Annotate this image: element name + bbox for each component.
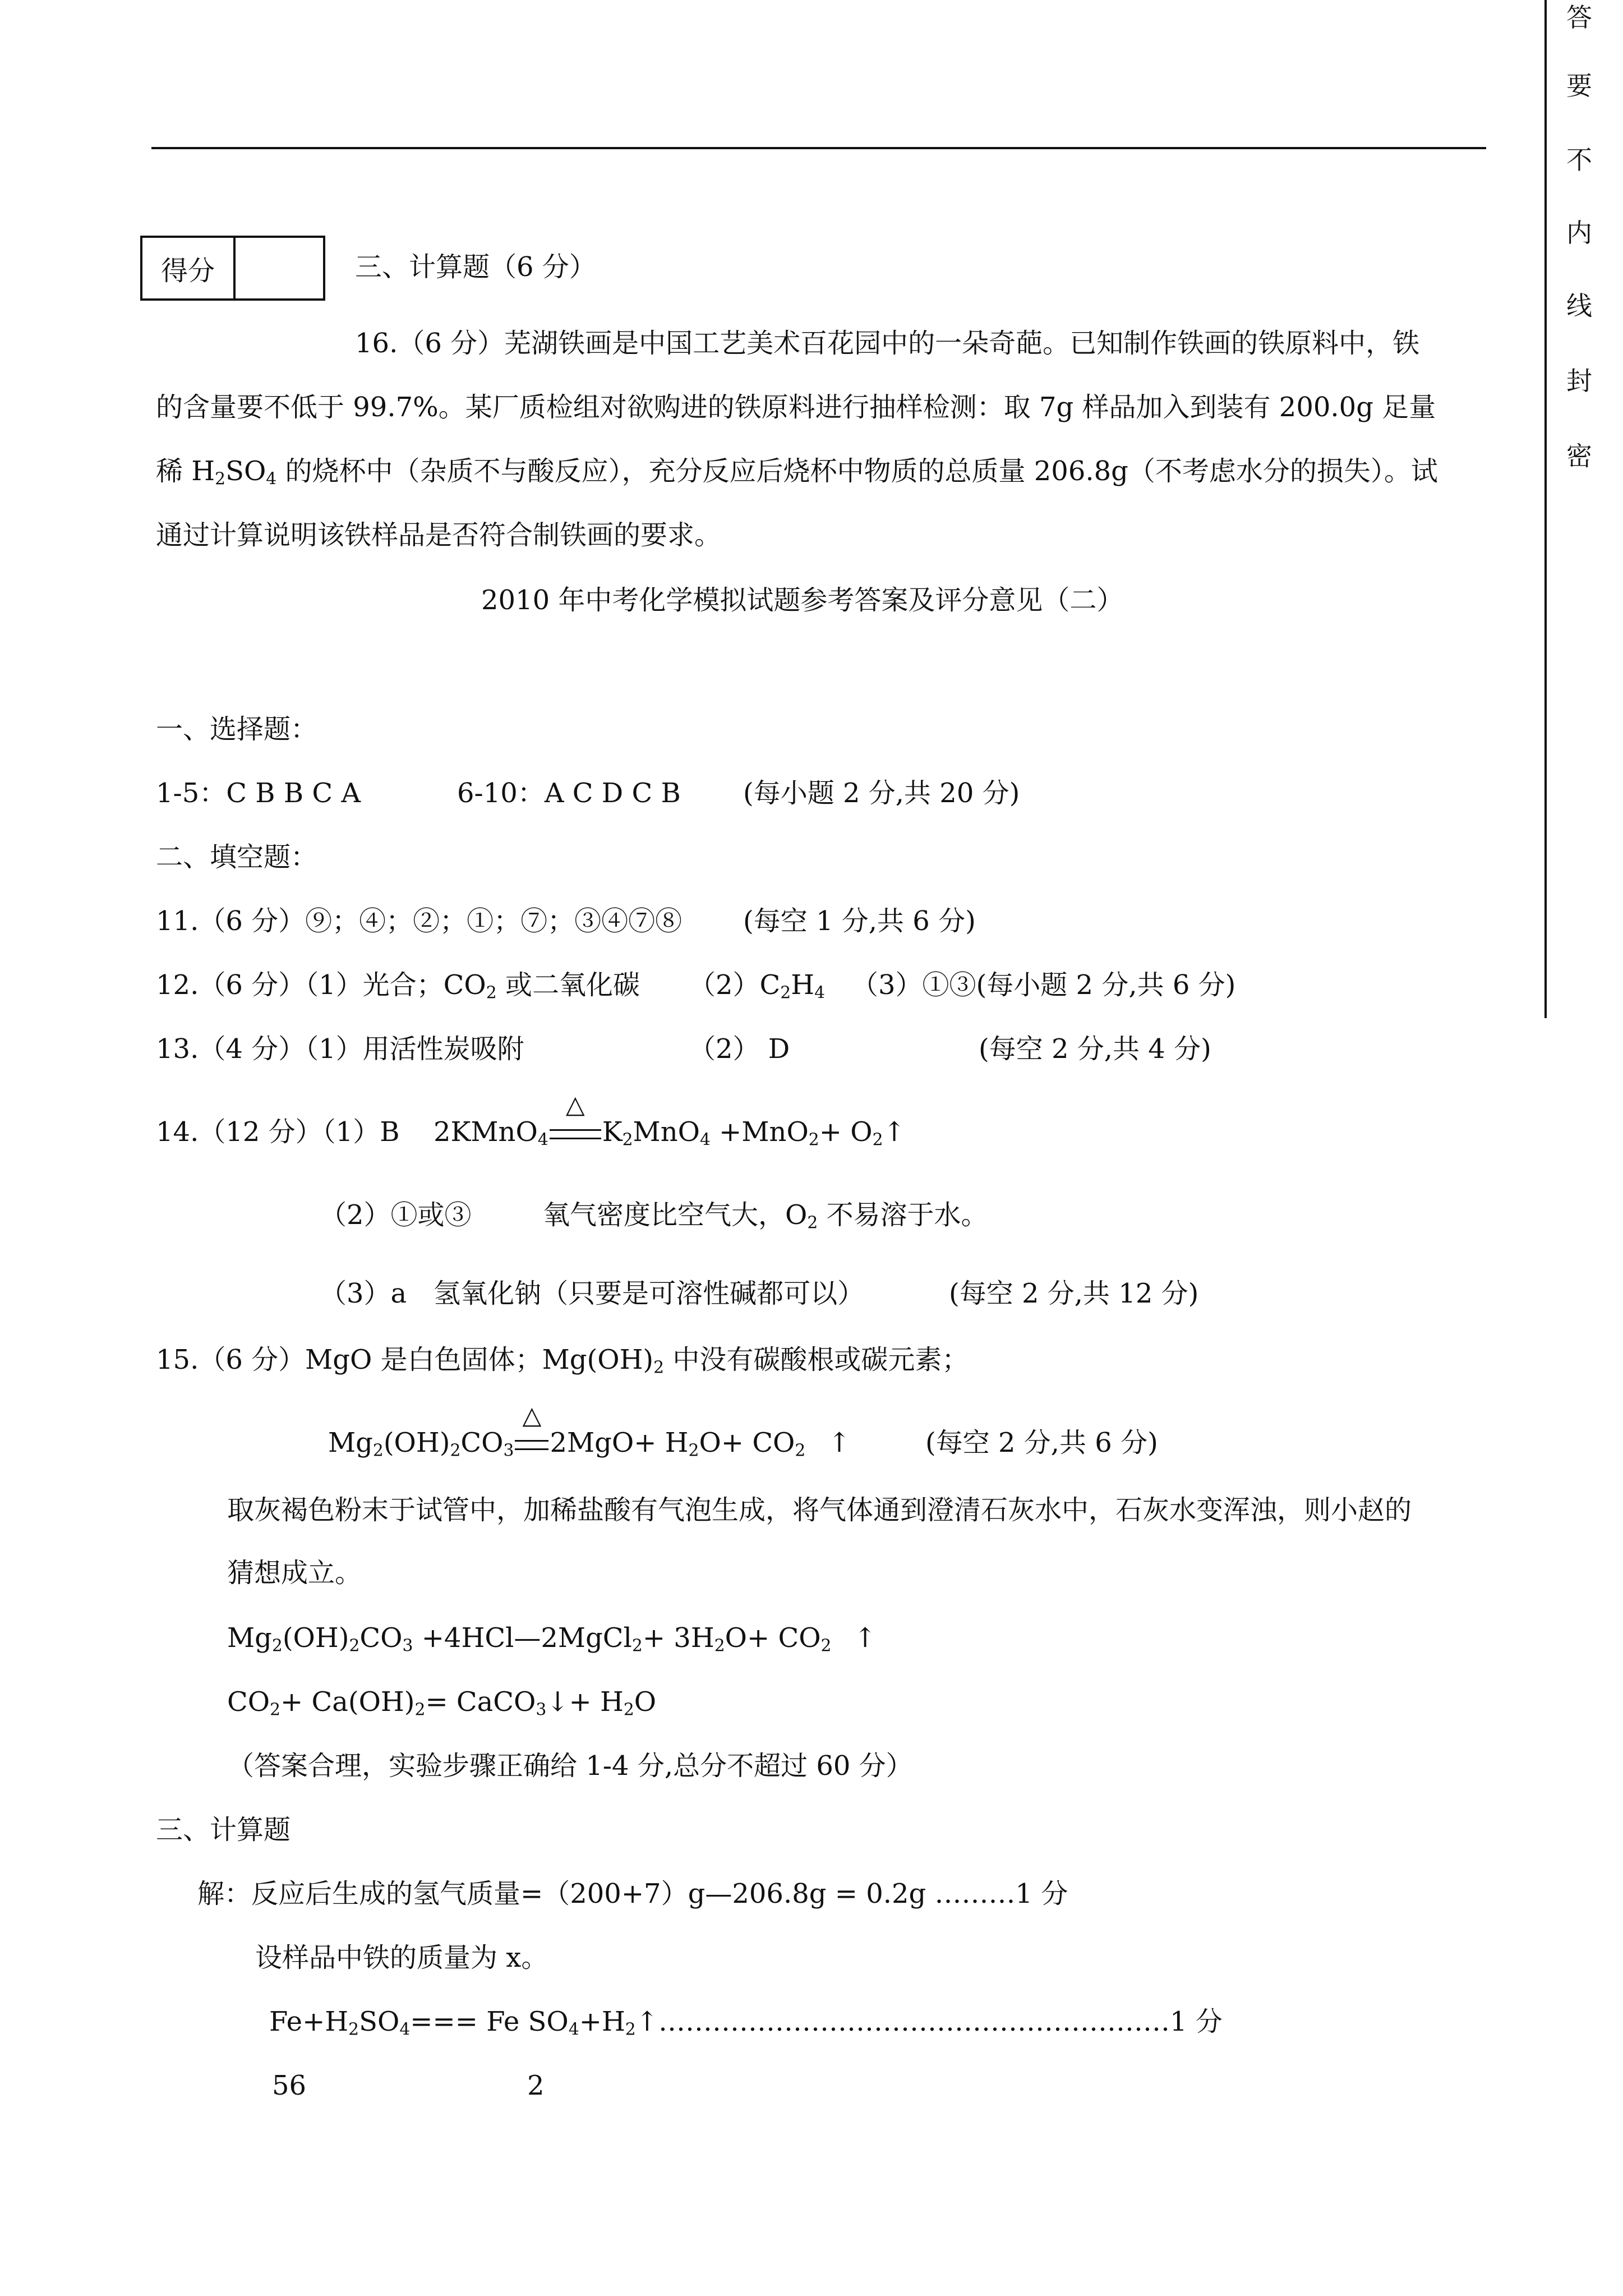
heating-condition: △ (514, 1429, 550, 1456)
molar-mass-h2: 2 (527, 2070, 545, 2101)
header-rule (151, 147, 1486, 149)
part1-answers-1-5: 1-5：C B B C A (156, 777, 361, 809)
answer-12-part2: $(2)C_2H_4$ (689, 969, 826, 1003)
part1-score-note: (每小题 2 分,共 20 分) (743, 777, 1020, 809)
margin-char: 不 (1566, 145, 1592, 175)
answer-14-line3: （3）a 氢氧化钠（只要是可溶性碱都可以） (320, 1278, 865, 1309)
part2-heading: 二、填空题： (156, 841, 318, 873)
gas-arrow: ↑ (828, 1427, 851, 1458)
answer-14-line2-b: 氧气密度比空气大，$O_2$ 不易溶于水。 (543, 1199, 988, 1233)
answer-15-para1: 取灰褐色粉末于试管中，加稀盐酸有气泡生成，将气体通到澄清石灰水中，石灰水变浑浊，则小赵的 (227, 1494, 1412, 1526)
answer-15-reaction1: $Mg_2(OH)_2CO_3$ +4HCl—2MgCl$_2$+ $3H_2O+ CO_2$ ↑ (227, 1622, 877, 1656)
answer-15-equation: $Mg_2(OH)_2CO_3$ △ $2MgO+ H_2O+ CO_2$ ↑ (328, 1401, 851, 1461)
margin-char: 要 (1566, 71, 1592, 101)
solution-line2: 设样品中铁的质量为 x。 (255, 1942, 548, 1973)
gas-arrow: ↑ (883, 1116, 906, 1148)
q16-line2: 的含量要不低于 99.7%。某厂质检组对欲购进的铁原料进行抽样检测：取 7g 样品加入到装有 200.0g 足量 (156, 392, 1436, 423)
q16-line4: 通过计算说明该铁样品是否符合制铁画的要求。 (156, 519, 722, 551)
answer-title: 2010 年中考化学模拟试题参考答案及评分意见（二） (481, 585, 1124, 616)
answer-15-note: (每空 2 分,共 6 分) (925, 1427, 1158, 1458)
answer-15-scoring-note: （答案合理，实验步骤正确给 1-4 分,总分不超过 60 分） (227, 1750, 913, 1782)
gas-arrow: ↑ (854, 1622, 877, 1654)
margin-char: 线 (1566, 291, 1592, 321)
answer-15-para2: 猜想成立。 (227, 1557, 362, 1589)
binding-margin-rule (1544, 0, 1547, 1018)
answer-12-part3: （3）①③(每小题 2 分,共 6 分) (851, 969, 1236, 1001)
answer-11-note: (每空 1 分,共 6 分) (743, 905, 976, 937)
margin-char: 密 (1566, 441, 1592, 471)
section3-title: 三、计算题（6 分） (355, 251, 596, 283)
part1-heading: 一、选择题： (156, 714, 318, 745)
margin-char: 内 (1566, 218, 1592, 248)
answer-13-part1: 13.（4 分）（1）用活性炭吸附 (156, 1033, 524, 1065)
answer-15-reaction2: $CO_2+ Ca(OH)_2=$ CaCO$_3$↓+ $H_2O$ (227, 1686, 657, 1720)
heating-condition: △ (548, 1119, 602, 1145)
margin-char: 答 (1566, 2, 1592, 33)
answer-11: 11.（6 分）⑨；④；②；①；⑦；③④⑦⑧ (156, 905, 683, 937)
margin-char: 封 (1566, 366, 1592, 396)
answer-14-note: (每空 2 分,共 12 分) (949, 1278, 1199, 1309)
part3-heading: 三、计算题 (156, 1814, 291, 1846)
answer-15-line1: 15.（6 分）MgO 是白色固体；$Mg(OH)_2$ 中没有碳酸根或碳元素； (156, 1344, 969, 1378)
answer-14-part1: 14.（12 分）（1）B (156, 1116, 400, 1148)
part1-answers-6-10: 6-10：A C D C B (457, 777, 681, 809)
q16-line3: 稀 $H_2SO_4$ 的烧杯中（杂质不与酸反应），充分反应后烧杯中物质的总质量 206.8g（不考虑水分的损失）。试 (156, 455, 1438, 489)
q16-line1: 16.（6 分）芜湖铁画是中国工艺美术百花园中的一朵奇葩。已知制作铁画的铁原料中，铁 (355, 328, 1420, 359)
molar-mass-fe: 56 (272, 2070, 307, 2101)
solution-line1: 解：反应后生成的氢气质量=（200+7）g—206.8g = 0.2g ………1 分 (197, 1878, 1068, 1910)
solution-equation: $Fe+H_2SO_4=== Fe$ $SO_4+H_2↑\dots\dots\dots\dots\dots\dots\dots\dots\dots\dots\dots\dots\dots\dots\dots\dots\dots\dots\dots 1$ 分 (269, 2006, 1223, 2040)
answer-14-line2-a: （2）①或③ (320, 1199, 472, 1231)
answer-13-note: (每空 2 分,共 4 分) (979, 1033, 1211, 1065)
answer-12-part1: 12.（6 分）（1）光合；$CO_2$ 或二氧化碳 (156, 969, 640, 1003)
answer-13-part2: （2） D (689, 1033, 790, 1065)
score-label: 得分 (142, 238, 236, 298)
score-box (140, 236, 325, 301)
answer-14-equation: 2KMnO$_4$ △ $K_2MnO_4 +MnO_2+$ $O_2↑$ (434, 1091, 906, 1150)
